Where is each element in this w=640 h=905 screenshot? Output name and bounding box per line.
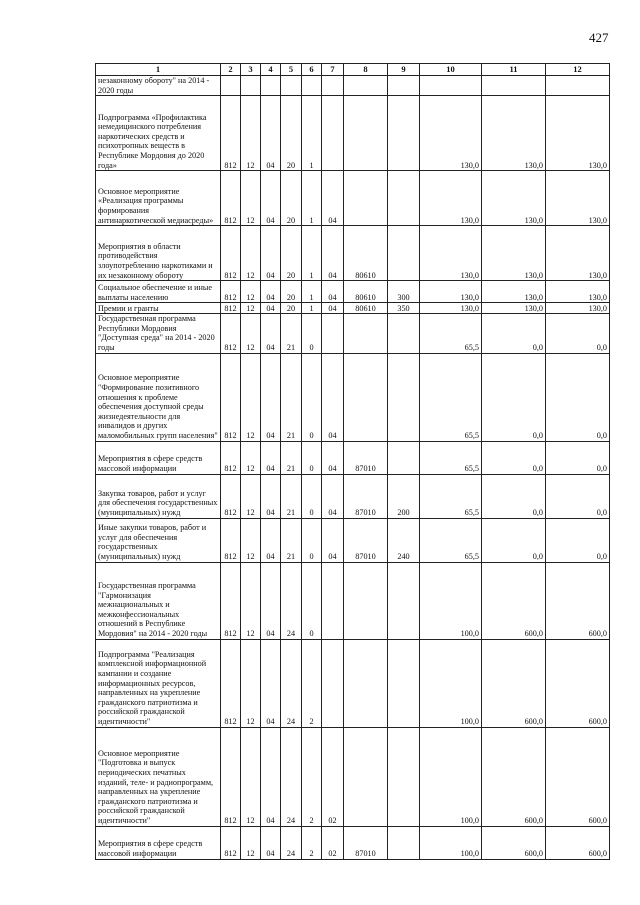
cell-col-8 [344,171,388,226]
cell-col-8 [344,562,388,639]
cell-col-2: 812 [221,303,241,314]
cell-col-8: 80610 [344,226,388,281]
row-name: Государственная программа Республики Мордовия "Доступная среда" на 2014 - 2020 годы [96,314,221,353]
cell-col-11: 600,0 [482,562,546,639]
cell-col-6: 2 [302,639,322,727]
cell-col-10: 65,5 [420,314,482,353]
table-row [96,441,610,474]
cell-col-11: 0,0 [482,474,546,518]
cell-col-7 [322,314,344,353]
table-body [96,76,610,860]
row-name: Иные закупки товаров, работ и услуг для обеспечения государственных (муниципальных) нужд [96,518,221,562]
cell-col-11: 130,0 [482,226,546,281]
cell-col-10: 130,0 [420,171,482,226]
cell-col-8 [344,353,388,441]
table-row [96,518,610,562]
cell-col-3: 12 [241,303,261,314]
budget-table [95,63,610,860]
cell-col-6: 1 [302,171,322,226]
row-name: Премии и гранты [96,303,221,314]
cell-col-3: 12 [241,171,261,226]
cell-col-6: 1 [302,226,322,281]
cell-col-6: 2 [302,727,322,826]
cell-col-2: 812 [221,639,241,727]
row-name: Закупка товаров, работ и услуг для обеспечения государственных (муниципальных) нужд [96,474,221,518]
cell-col-6: 0 [302,518,322,562]
column-header: 7 [322,64,344,76]
column-header: 1 [96,64,221,76]
cell-col-8: 80610 [344,281,388,303]
cell-col-4: 04 [261,639,281,727]
cell-col-7: 04 [322,226,344,281]
cell-col-3: 12 [241,314,261,353]
cell-col-10: 100,0 [420,562,482,639]
cell-col-7 [322,562,344,639]
column-header: 11 [482,64,546,76]
row-name: Основное мероприятие "Подготовка и выпуск периодических печатных изданий, теле- и радиопрограмм, направленных на укрепление гражданского патриотизма и российской гражданской идентичности" [96,727,221,826]
cell-col-2: 812 [221,727,241,826]
column-header: 8 [344,64,388,76]
cell-col-9 [388,826,420,859]
row-name: Подпрограмма «Профилактика немедицинского потребления наркотических средств и психотропных веществ в Республике Мордовия до 2020 года» [96,96,221,171]
column-header: 4 [261,64,281,76]
cell-col-7: 04 [322,353,344,441]
cell-col-6: 1 [302,303,322,314]
cell-col-9: 350 [388,303,420,314]
cell-col-12: 0,0 [546,518,610,562]
row-name: Мероприятия в области противодействия злоупотреблению наркотиками и их незаконному обороту [96,226,221,281]
cell-col-11: 130,0 [482,281,546,303]
cell-col-6: 2 [302,826,322,859]
cell-col-9 [388,76,420,96]
column-header: 10 [420,64,482,76]
cell-col-12: 600,0 [546,639,610,727]
cell-col-6 [302,76,322,96]
cell-col-5: 24 [281,562,302,639]
cell-col-3: 12 [241,281,261,303]
cell-col-10: 100,0 [420,727,482,826]
cell-col-3: 12 [241,353,261,441]
column-header: 2 [221,64,241,76]
cell-col-5: 20 [281,281,302,303]
cell-col-4: 04 [261,303,281,314]
cell-col-4: 04 [261,826,281,859]
column-header: 6 [302,64,322,76]
cell-col-9: 240 [388,518,420,562]
column-header: 5 [281,64,302,76]
table-row [96,353,610,441]
cell-col-2: 812 [221,171,241,226]
cell-col-6: 1 [302,96,322,171]
cell-col-7 [322,639,344,727]
cell-col-4: 04 [261,474,281,518]
cell-col-10: 100,0 [420,639,482,727]
cell-col-5: 21 [281,474,302,518]
cell-col-5: 20 [281,303,302,314]
row-name: незаконному обороту" на 2014 - 2020 годы [96,76,221,96]
cell-col-6: 0 [302,441,322,474]
cell-col-8: 87010 [344,518,388,562]
cell-col-12 [546,76,610,96]
cell-col-9 [388,171,420,226]
cell-col-4: 04 [261,518,281,562]
table-row [96,281,610,303]
cell-col-12: 0,0 [546,353,610,441]
table-row [96,314,610,353]
cell-col-12: 130,0 [546,303,610,314]
cell-col-8 [344,314,388,353]
cell-col-8: 87010 [344,441,388,474]
cell-col-2: 812 [221,281,241,303]
cell-col-3: 12 [241,518,261,562]
cell-col-11: 600,0 [482,826,546,859]
cell-col-10: 100,0 [420,826,482,859]
cell-col-5: 20 [281,226,302,281]
cell-col-8 [344,639,388,727]
cell-col-12: 0,0 [546,314,610,353]
cell-col-4: 04 [261,171,281,226]
cell-col-12: 130,0 [546,171,610,226]
cell-col-3: 12 [241,226,261,281]
cell-col-10: 130,0 [420,226,482,281]
cell-col-8: 80610 [344,303,388,314]
cell-col-8: 87010 [344,474,388,518]
cell-col-5: 24 [281,727,302,826]
cell-col-4: 04 [261,353,281,441]
table-row [96,562,610,639]
cell-col-11: 130,0 [482,96,546,171]
row-name: Социальное обеспечение и иные выплаты населению [96,281,221,303]
cell-col-7: 02 [322,727,344,826]
cell-col-3: 12 [241,562,261,639]
cell-col-2: 812 [221,562,241,639]
cell-col-6: 0 [302,314,322,353]
row-name: Подпрограмма "Реализация комплексной информационной кампании и создание информационных ресурсов, направленных на укрепление гражданского патриотизма и российской гражданской идентичности" [96,639,221,727]
cell-col-6: 0 [302,353,322,441]
cell-col-7 [322,76,344,96]
cell-col-3: 12 [241,639,261,727]
cell-col-5 [281,76,302,96]
cell-col-11: 0,0 [482,353,546,441]
cell-col-12: 600,0 [546,727,610,826]
cell-col-11: 130,0 [482,303,546,314]
header-row [96,64,610,76]
cell-col-5: 21 [281,518,302,562]
cell-col-10: 65,5 [420,441,482,474]
cell-col-5: 21 [281,353,302,441]
cell-col-6: 0 [302,562,322,639]
cell-col-4: 04 [261,727,281,826]
page-number: 427 [589,30,609,45]
cell-col-12: 130,0 [546,226,610,281]
cell-col-5: 21 [281,441,302,474]
cell-col-9 [388,226,420,281]
cell-col-5: 24 [281,639,302,727]
cell-col-4: 04 [261,314,281,353]
cell-col-12: 0,0 [546,441,610,474]
cell-col-10: 65,5 [420,353,482,441]
cell-col-12: 600,0 [546,826,610,859]
column-header: 3 [241,64,261,76]
cell-col-10: 65,5 [420,518,482,562]
cell-col-3: 12 [241,826,261,859]
cell-col-11: 600,0 [482,727,546,826]
cell-col-7: 04 [322,303,344,314]
table-row [96,474,610,518]
cell-col-4: 04 [261,281,281,303]
cell-col-10: 130,0 [420,303,482,314]
table-row [96,727,610,826]
cell-col-2: 812 [221,314,241,353]
cell-col-7: 04 [322,474,344,518]
cell-col-3: 12 [241,727,261,826]
cell-col-12: 0,0 [546,474,610,518]
cell-col-7 [322,96,344,171]
cell-col-4: 04 [261,441,281,474]
cell-col-5: 20 [281,171,302,226]
row-name: Государственная программа "Гармонизация межнациональных и межконфессиональных отношений в Республике Мордовия" на 2014 - 2020 годы [96,562,221,639]
cell-col-4 [261,76,281,96]
cell-col-2 [221,76,241,96]
cell-col-10 [420,76,482,96]
cell-col-2: 812 [221,518,241,562]
cell-col-10: 130,0 [420,281,482,303]
cell-col-2: 812 [221,353,241,441]
table-row [96,639,610,727]
cell-col-3 [241,76,261,96]
cell-col-5: 24 [281,826,302,859]
cell-col-3: 12 [241,96,261,171]
table-row [96,303,610,314]
cell-col-7: 04 [322,171,344,226]
cell-col-10: 65,5 [420,474,482,518]
cell-col-9 [388,314,420,353]
table-row [96,826,610,859]
cell-col-8: 87010 [344,826,388,859]
cell-col-6: 0 [302,474,322,518]
row-name: Мероприятия в сфере средств массовой информации [96,826,221,859]
column-header: 9 [388,64,420,76]
cell-col-11: 0,0 [482,518,546,562]
cell-col-2: 812 [221,441,241,474]
table-row [96,171,610,226]
cell-col-4: 04 [261,96,281,171]
cell-col-2: 812 [221,826,241,859]
cell-col-7: 04 [322,281,344,303]
cell-col-3: 12 [241,474,261,518]
row-name: Основное мероприятие "Формирование позитивного отношения к проблеме обеспечения доступной среды жизнедеятельности для инвалидов и других маломобильных групп населения" [96,353,221,441]
cell-col-9 [388,353,420,441]
table-row [96,226,610,281]
table-row [96,76,610,96]
cell-col-7: 04 [322,441,344,474]
table-row [96,96,610,171]
cell-col-2: 812 [221,96,241,171]
cell-col-12: 130,0 [546,96,610,171]
cell-col-6: 1 [302,281,322,303]
cell-col-4: 04 [261,226,281,281]
cell-col-12: 600,0 [546,562,610,639]
cell-col-9: 200 [388,474,420,518]
cell-col-11: 600,0 [482,639,546,727]
cell-col-10: 130,0 [420,96,482,171]
cell-col-12: 130,0 [546,281,610,303]
cell-col-2: 812 [221,226,241,281]
cell-col-4: 04 [261,562,281,639]
cell-col-7: 02 [322,826,344,859]
cell-col-9 [388,562,420,639]
cell-col-11: 130,0 [482,171,546,226]
column-header: 12 [546,64,610,76]
cell-col-9 [388,96,420,171]
cell-col-8 [344,96,388,171]
cell-col-7: 04 [322,518,344,562]
cell-col-9 [388,727,420,826]
cell-col-2: 812 [221,474,241,518]
cell-col-8 [344,727,388,826]
row-name: Основное мероприятие «Реализация программы формирования антинаркотической медиасреды» [96,171,221,226]
cell-col-9: 300 [388,281,420,303]
cell-col-5: 21 [281,314,302,353]
row-name: Мероприятия в сфере средств массовой информации [96,441,221,474]
cell-col-11 [482,76,546,96]
cell-col-9 [388,441,420,474]
cell-col-8 [344,76,388,96]
cell-col-9 [388,639,420,727]
cell-col-5: 20 [281,96,302,171]
cell-col-11: 0,0 [482,441,546,474]
cell-col-3: 12 [241,441,261,474]
cell-col-11: 0,0 [482,314,546,353]
